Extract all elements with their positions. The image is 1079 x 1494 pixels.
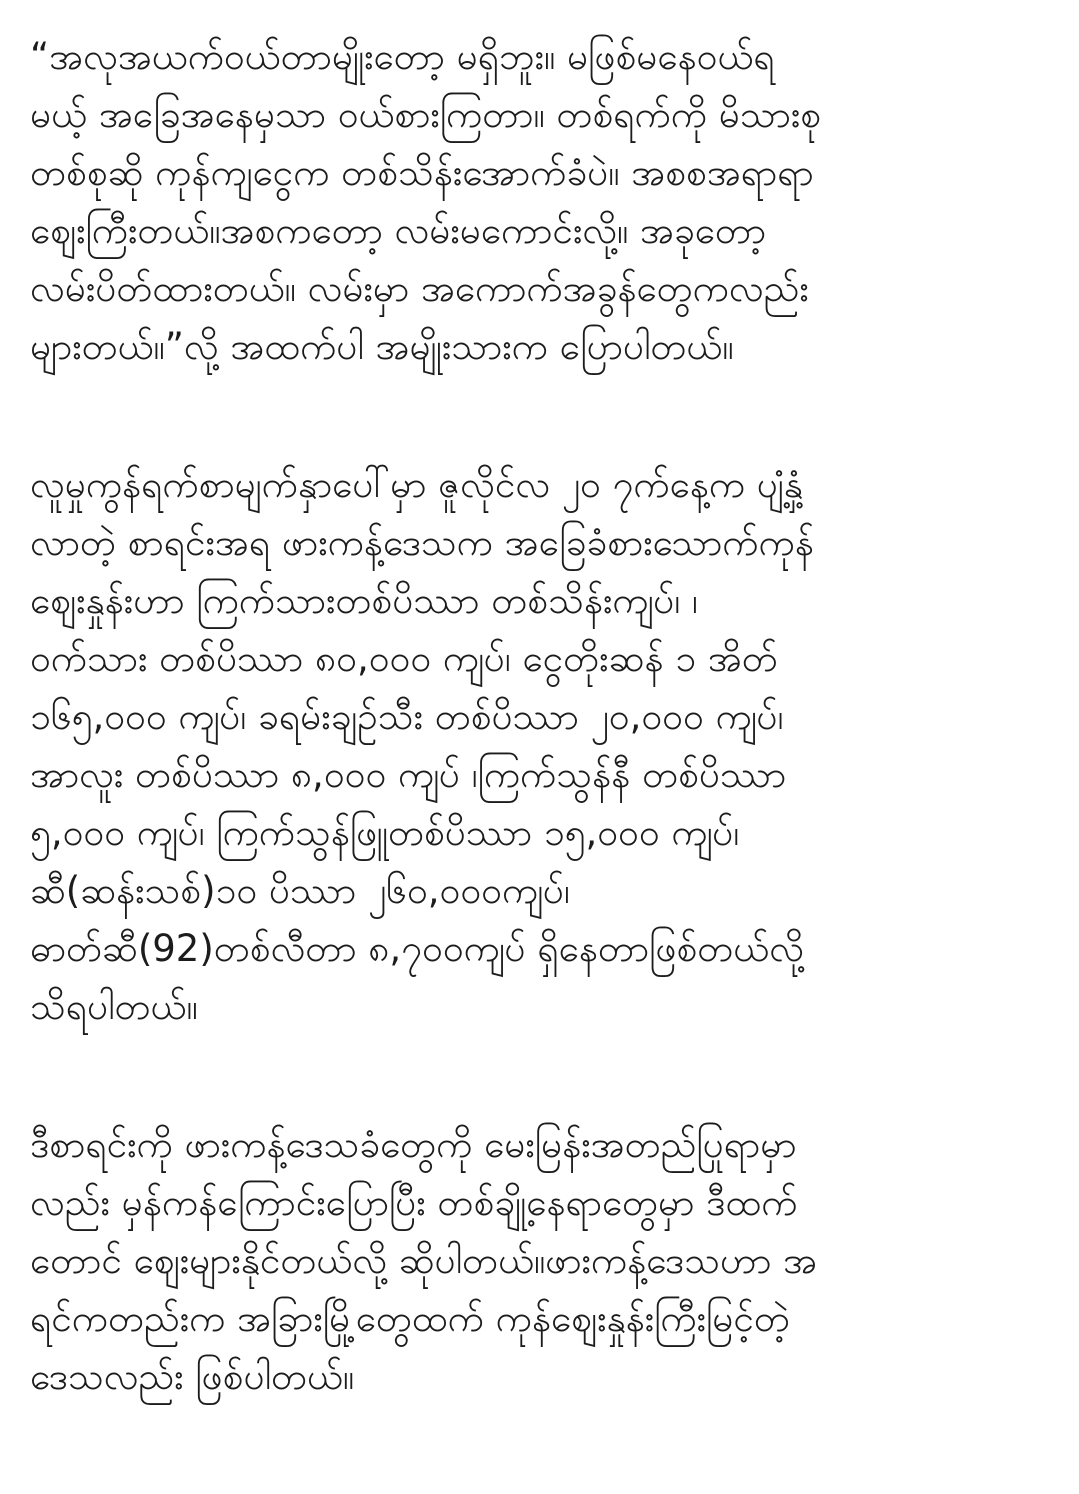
text-line: မယ့် အခြေအနေမှသာ ဝယ်စားကြတာ။ တစ်ရက်ကို မိသားစု	[30, 93, 822, 136]
text-line: ဆီ(ဆန်းသစ်)၁၀ ပိဿာ ၂၆၀,၀၀၀ကျပ်၊	[30, 869, 570, 912]
text-line: လူမှုကွန်ရက်စာမျက်နှာပေါ်မှာ ဇူလိုင်လ ၂၀ ၇က်နေ့က ပျံ့နှံ့	[30, 463, 803, 506]
text-line: ရင်ကတည်းက အခြားမြို့တွေထက် ကုန်ဈေးနှုန်းကြီးမြင့်တဲ့	[30, 1297, 790, 1340]
text-line: များတယ်။”လို့ အထက်ပါ အမျိုးသားက ပြောပါတယ်။	[30, 325, 734, 368]
paragraph-gap	[30, 376, 1049, 456]
text-line: ဒီစာရင်းကို ဖားကန့်ဒေသခံတွေကို မေးမြန်းအတည်ပြုရာမှာ	[30, 1123, 797, 1166]
paragraph-price-list	[30, 456, 1049, 1036]
paragraph-quote	[30, 28, 1049, 376]
text-line: လမ်းပိတ်ထားတယ်။ လမ်းမှာ အကောက်အခွန်တွေကလည်း	[30, 267, 809, 310]
text-line: “အလုအယက်ဝယ်တာမျိုးတော့ မရှိဘူး။ မဖြစ်မနေဝယ်ရ	[30, 35, 775, 78]
text-line: အာလူး တစ်ပိဿာ ၈,၀၀၀ ကျပ် ၊ကြက်သွန်နီ တစ်ပိဿာ	[30, 753, 787, 796]
paragraph-confirmation	[30, 1116, 1049, 1406]
text-line: တောင် ဈေးများနိုင်တယ်လို့ ဆိုပါတယ်။ဖားကန့်ဒေသဟာ အ	[30, 1239, 818, 1282]
text-line: ဈေးနှုန်းဟာ ကြက်သားတစ်ပိဿာ တစ်သိန်းကျပ်၊ ၊	[30, 579, 698, 622]
text-line: လည်း မှန်ကန်ကြောင်းပြောပြီး တစ်ချို့နေရာတွေမှာ ဒီထက်	[30, 1181, 798, 1224]
text-line: ၅,၀၀၀ ကျပ်၊ ကြက်သွန်ဖြူတစ်ပိဿာ ၁၅,၀၀၀ ကျပ်၊	[30, 811, 740, 854]
text-line: ဈေးကြီးတယ်။အစကတော့ လမ်းမကောင်းလို့။ အခုတော့	[30, 209, 767, 252]
text-line: သိရပါတယ်။	[30, 985, 198, 1028]
text-line: ဝက်သား တစ်ပိဿာ ၈၀,၀၀၀ ကျပ်၊ ငွေတိုးဆန် ၁ အိတ်	[30, 637, 778, 680]
text-line: တစ်စုဆို ကုန်ကျငွေက တစ်သိန်းအောက်ခံပဲ။ အစစအရာရာ	[30, 151, 814, 194]
paragraph-gap	[30, 1036, 1049, 1116]
text-line: ၁၆၅,၀၀၀ ကျပ်၊ ခရမ်းချဉ်သီး တစ်ပိဿာ ၂၀,၀၀၀ ကျပ်၊	[30, 695, 784, 738]
text-line: ဓာတ်ဆီ(92)တစ်လီတာ ၈,၇၀၀ကျပ် ရှိနေတာဖြစ်တယ်လို့	[30, 927, 804, 970]
text-line: ဒေသလည်း ဖြစ်ပါတယ်။	[30, 1355, 355, 1398]
text-line: လာတဲ့ စာရင်းအရ ဖားကန့်ဒေသက အခြေခံစားသောက်ကုန်	[30, 521, 814, 564]
